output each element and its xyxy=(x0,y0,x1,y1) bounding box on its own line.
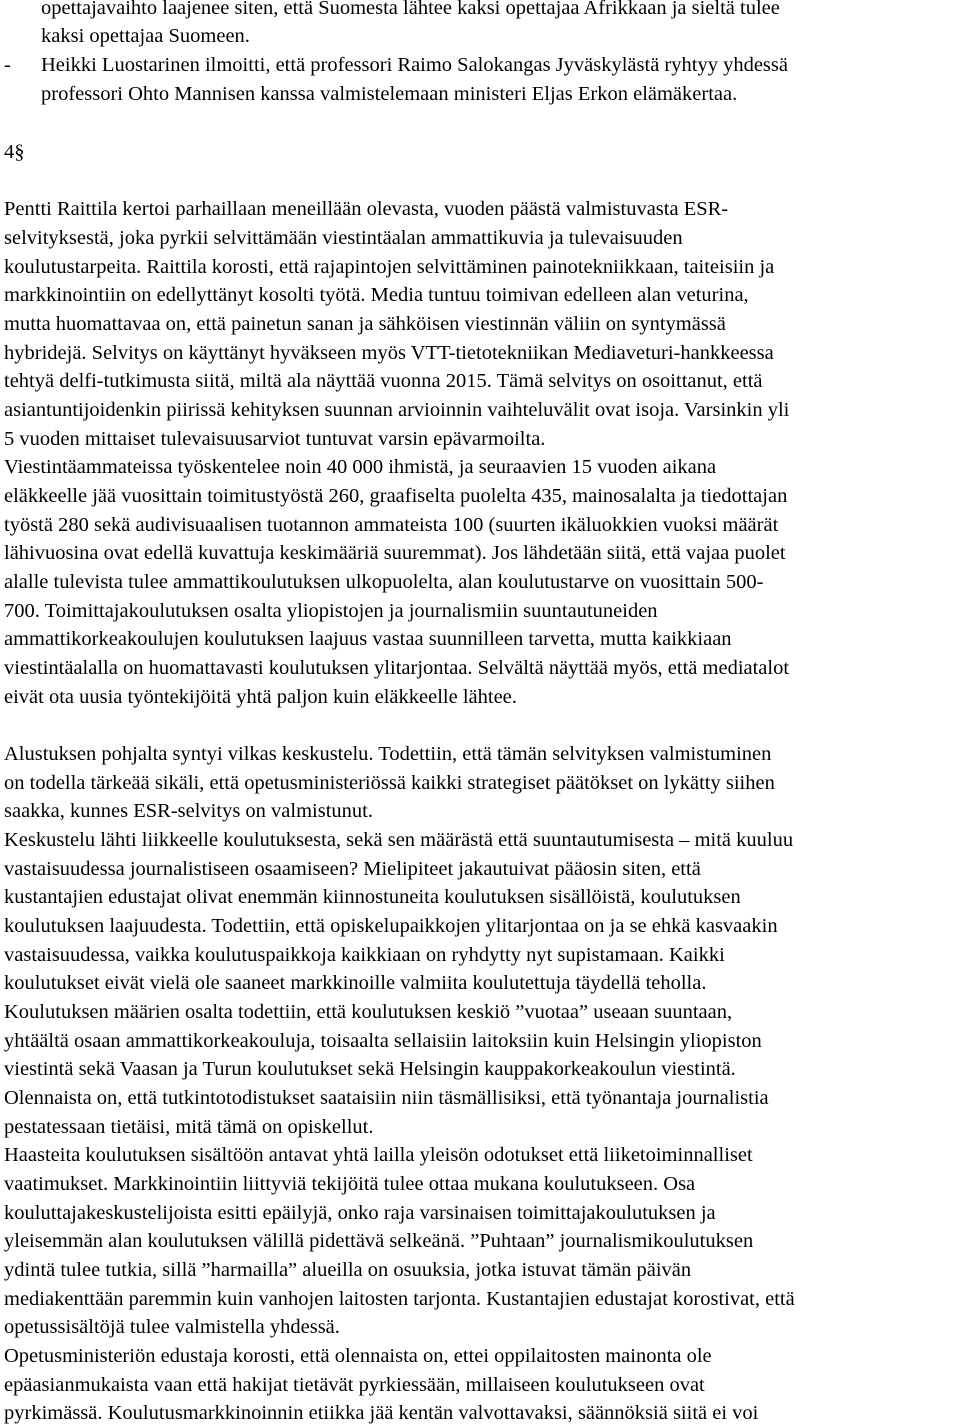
paragraph-line: vastaisuudessa journalistiseen osaamiseen? Mielipiteet jakautuivat pääosin siten, että xyxy=(4,858,701,880)
paragraph-line: hybridejä. Selvitys on käyttänyt hyväkseen myös VTT-tietotekniikan Mediaveturi-hankkeessa xyxy=(4,342,774,364)
list-item-line: professori Ohto Mannisen kanssa valmistelemaan ministeri Eljas Erkon elämäkertaa. xyxy=(41,83,738,105)
paragraph-line: Koulutuksen määrien osalta todettiin, että koulutuksen keskiö ”vuotaa” useaan suuntaan, xyxy=(4,1001,733,1023)
paragraph-line: pyrkimässä. Koulutusmarkkinoinnin etiikka jää kentän valvottavaksi, säännöksiä siitä ei voi xyxy=(4,1402,759,1424)
paragraph-line: Alustuksen pohjalta syntyi vilkas keskustelu. Todettiin, että tämän selvityksen valmistuminen xyxy=(4,743,772,765)
paragraph-line: alalle tulevista tulee ammattikoulutuksen ulkopuolelta, alan koulutustarve on vuosittain 500- xyxy=(4,571,764,593)
paragraph-line: mediakenttään paremmin kuin vanhojen laitosten tarjonta. Kustantajien edustajat korostivat, että xyxy=(4,1288,795,1310)
paragraph-line: vastaisuudessa, vaikka koulutuspaikkoja kaikkiaan on ryhdytty nyt supistamaan. Kaikki xyxy=(4,944,725,966)
paragraph-line: Viestintäammateissa työskentelee noin 40 000 ihmistä, ja seuraavien 15 vuoden aikana xyxy=(4,456,717,478)
paragraph-line: Opetusministeriön edustaja korosti, että olennaista on, ettei oppilaitosten mainonta ole xyxy=(4,1345,712,1367)
paragraph-line: Olennaista on, että tutkintotodistukset saataisiin niin täsmällisiksi, että työnantaja journalistia xyxy=(4,1087,769,1109)
paragraph-line: 5 vuoden mittaiset tulevaisuusarviot tuntuvat varsin epävarmoilta. xyxy=(4,428,546,450)
list-item-line: Heikki Luostarinen ilmoitti, että professori Raimo Salokangas Jyväskylästä ryhtyy yhdessä xyxy=(41,54,788,76)
paragraph-line: yleisemmän alan koulutuksen välillä pidettävä selkeänä. ”Puhtaan” journalismikoulutuksen xyxy=(4,1230,754,1252)
paragraph-line: tehtyä delfi-tutkimusta siitä, miltä ala näyttää vuonna 2015. Tämä selvitys on osoittanut, että xyxy=(4,370,763,392)
paragraph-line: pestatessaan tietäisi, mitä tämä on opiskellut. xyxy=(4,1116,374,1138)
paragraph-line: opetussisältöjä tulee valmistella yhdessä. xyxy=(4,1316,340,1338)
paragraph-line: 700. Toimittajakoulutuksen osalta yliopistojen ja journalismiin suuntautuneiden xyxy=(4,600,658,622)
paragraph-line: työstä 280 sekä audivisuaalisen tuotannon ammateista 100 (suurten ikäluokkien vuoksi määrät xyxy=(4,514,779,536)
paragraph-line: kustantajien edustajat olivat enemmän kiinnostuneita koulutuksen sisällöistä, koulutuksen xyxy=(4,886,741,908)
list-bullet: - xyxy=(4,54,11,76)
list-continuation-line: kaksi opettajaa Suomeen. xyxy=(41,25,250,47)
list-continuation-line: opettajavaihto laajenee siten, että Suomesta lähtee kaksi opettajaa Afrikkaan ja sieltä tulee xyxy=(41,0,780,19)
paragraph-line: yhtäältä osaan ammattikorkeakouluja, toisaalta sellaisiin laitoksiin kuin Helsingin yliopiston xyxy=(4,1030,762,1052)
paragraph-line: kouluttajakeskustelijoista esitti epäilyjä, onko raja varsinaisen toimittajakoulutuksen ja xyxy=(4,1202,716,1224)
paragraph-line: ydintä tulee tutkia, sillä ”harmailla” alueilla on osuuksia, jotka istuvat tämän päivän xyxy=(4,1259,692,1281)
paragraph-line: Pentti Raittila kertoi parhaillaan meneillään olevasta, vuoden päästä valmistuvasta ESR- xyxy=(4,198,729,220)
paragraph-line: Haasteita koulutuksen sisältöön antavat yhtä lailla yleisön odotukset että liiketoiminnalliset xyxy=(4,1144,753,1166)
paragraph-line: eläkkeelle jää vuosittain toimitustyöstä 260, graafiselta puolelta 435, mainosalalta ja tiedottajan xyxy=(4,485,788,507)
paragraph-line: viestintäalalla on huomattavasti koulutuksen ylitarjontaa. Selvältä näyttää myös, että mediatalot xyxy=(4,657,790,679)
paragraph-line: on todella tärkeää sikäli, että opetusministeriössä kaikki strategiset päätökset on lykätty siihen xyxy=(4,772,775,794)
paragraph-line: selvityksestä, joka pyrkii selvittämään viestintäalan ammattikuvia ja tulevaisuuden xyxy=(4,227,683,249)
paragraph-line: ammattikorkeakoulujen koulutuksen laajuus vastaa suunnilleen tarvetta, mutta kaikkiaan xyxy=(4,628,732,650)
paragraph-line: koulutukset eivät vielä ole saaneet markkinoille valmiita koulutettuja täydellä teholla. xyxy=(4,972,707,994)
paragraph-line: lähivuosina ovat edellä kuvattuja keskimääriä suuremmat). Jos lähdetään siitä, että vajaa puolet xyxy=(4,542,786,564)
paragraph-line: epäasianmukaista vaan että hakijat tietävät pyrkiessään, millaiseen koulutukseen ovat xyxy=(4,1374,705,1396)
paragraph-line: koulutuksen laajuudesta. Todettiin, että opiskelupaikkojen ylitarjontaa on ja se ehkä kasvaakin xyxy=(4,915,778,937)
paragraph-line: markkinointiin on edellyttänyt kosolti työtä. Media tuntuu toimivan edelleen alan veturina, xyxy=(4,284,749,306)
section-heading: 4§ xyxy=(4,141,25,163)
paragraph-line: eivät ota uusia työntekijöitä yhtä paljon kuin eläkkeelle lähtee. xyxy=(4,686,517,708)
paragraph-line: koulutustarpeita. Raittila korosti, että rajapintojen selvittäminen painotekniikkaan, taiteisiin ja xyxy=(4,256,775,278)
paragraph-line: viestintä sekä Vaasan ja Turun koulutukset sekä Helsingin kauppakorkeakoulun viestintä. xyxy=(4,1058,736,1080)
paragraph-line: Keskustelu lähti liikkeelle koulutuksesta, sekä sen määrästä että suuntautumisesta – mitä kuuluu xyxy=(4,829,794,851)
paragraph-line: vaatimukset. Markkinointiin liittyviä tekijöitä tulee ottaa mukana koulutukseen. Osa xyxy=(4,1173,696,1195)
paragraph-line: mutta huomattavaa on, että painetun sanan ja sähköisen viestinnän väliin on syntymässä xyxy=(4,313,726,335)
paragraph-line: asiantuntijoidenkin piirissä kehityksen suunnan arvioinnin vaihteluvälit ovat isoja. Varsinkin yli xyxy=(4,399,790,421)
paragraph-line: saakka, kunnes ESR-selvitys on valmistunut. xyxy=(4,800,373,822)
